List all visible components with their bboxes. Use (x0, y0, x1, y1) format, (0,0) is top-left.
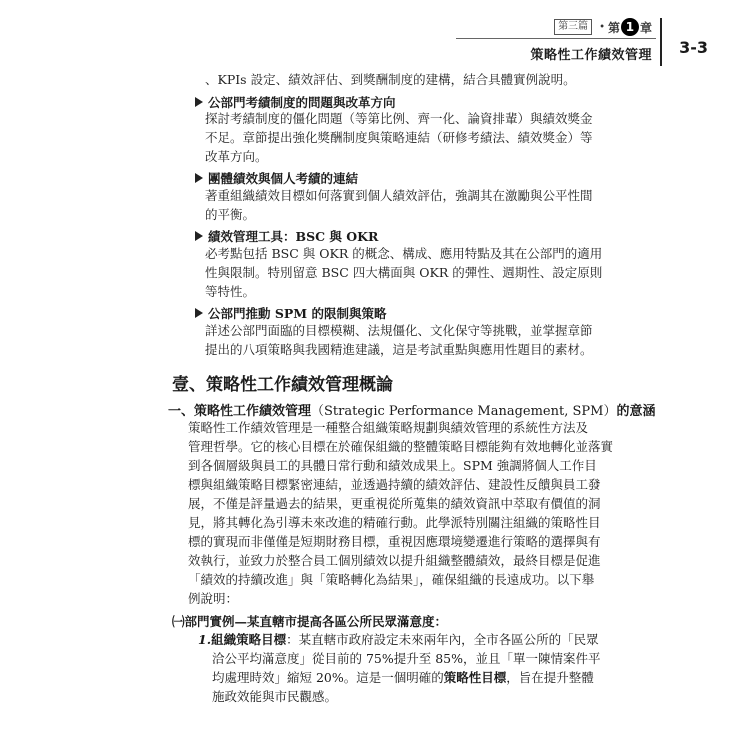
bullet-line: 改革方向。 (205, 149, 268, 164)
body-line: 標與組織策略目標緊密連結，並透過持續的績效評估、建設性反饋與員工發 (188, 477, 601, 492)
intro-tail: 、KPIs 設定、績效評估、到獎酬制度的建構，結合具體實例說明。 (205, 72, 576, 87)
section-heading: 壹、策略性工作績效管理概論 (172, 375, 393, 395)
header-rule (456, 38, 656, 39)
bullet-title-text: 團體績效與個人考績的連結 (208, 171, 359, 186)
subsection-suffix: 的意涵 (616, 404, 656, 419)
case-item-line-1 (198, 632, 599, 648)
bullet-line: 的平衡。 (205, 207, 256, 222)
bullet-line: 探討考績制度的僵化問題（等第比例、齊一化、論資排輩）與績效獎金 (205, 111, 593, 126)
bullet-title-4 (195, 304, 386, 322)
subsection-english: （Strategic Performance Management, SPM） (311, 404, 617, 419)
item-text: ：某直轄市政府設定未來兩年內，全市各區公所的「民眾 (286, 632, 599, 647)
subsection-prefix: 一、策略性工作績效管理 (168, 404, 312, 419)
chapter-suffix: 章 (639, 20, 652, 35)
body-line: 管理哲學。它的核心目標在於確保組織的整體策略目標能夠有效地轉化並落實 (188, 439, 614, 454)
chapter-prefix: 第 (607, 20, 620, 35)
item-number: 1. (198, 632, 212, 647)
item-text: 均處理時效」縮短 20%。這是一個明確的 (212, 670, 444, 685)
item-label: 組織策略目標 (211, 632, 287, 647)
case-item-line-3 (212, 670, 594, 686)
bullet-line: 必考點包括 BSC 與 OKR 的概念、構成、應用特點及其在公部門的適用 (205, 246, 603, 261)
subsection-heading (168, 400, 655, 419)
bullet-line: 提出的八項策略與我國精進建議，這是考試重點與應用性題目的素材。 (205, 342, 593, 357)
case-title: ㈠部門實例—某直轄市提高各區公所民眾滿意度： (172, 614, 448, 629)
bullet-title-1 (195, 93, 396, 111)
triangle-bullet-icon (195, 173, 203, 183)
body-line: 「績效的持續改進」與「策略轉化為結果」，確保組織的長遠成功。以下舉 (188, 572, 595, 587)
part-label: 第三篇 (554, 19, 592, 35)
bullet-title-text: 績效管理工具：BSC 與 OKR (208, 229, 379, 244)
page-header (430, 16, 730, 68)
case-item-line-4: 施政效能與市民觀感。 (212, 689, 338, 704)
body-line: 展，不僅是評量過去的結果，更重視從所蒐集的績效資訊中萃取有價值的洞 (188, 496, 601, 511)
body-line: 例說明： (188, 591, 239, 606)
body-line: 見，將其轉化為引導未來改進的精確行動。此學派特別關注組織的策略性目 (188, 515, 601, 530)
chapter-label (608, 18, 652, 36)
body-line: 效執行，並致力於整合員工個別績效以提升組織整體績效，最終目標是促進 (188, 553, 601, 568)
chapter-title: 策略性工作績效管理 (530, 48, 652, 63)
body-line: 到各個層級與員工的具體日常行動和績效成果上。SPM 強調將個人工作目 (188, 458, 597, 473)
bullet-title-text: 公部門推動 SPM 的限制與策略 (208, 306, 387, 321)
body-line: 策略性工作績效管理是一種整合組織策略規劃與績效管理的系統性方法及 (188, 420, 589, 435)
bullet-line: 不足。章節提出強化獎酬制度與策略連結（研修考績法、績效獎金）等 (205, 130, 593, 145)
bullet-line: 性與限制。特別留意 BSC 四大構面與 OKR 的彈性、週期性、設定原則 (205, 265, 603, 280)
bullet-line: 等特性。 (205, 284, 256, 299)
case-item-line-2: 洽公平均滿意度」從目前的 75%提升至 85%，並且「單一陳情案件平 (212, 651, 601, 666)
triangle-bullet-icon (195, 231, 203, 241)
header-part-chapter (554, 18, 652, 36)
chapter-number-badge: 1 (621, 18, 639, 36)
triangle-bullet-icon (195, 97, 203, 107)
body-line: 標的實現而非僅僅是短期財務目標，重視因應環境變遷進行策略的選擇與有 (188, 534, 601, 549)
bullet-title-text: 公部門考績制度的問題與改革方向 (208, 95, 396, 110)
bullet-line: 著重組織績效目標如何落實到個人績效評估，強調其在激勵與公平性間 (205, 188, 593, 203)
bullet-line: 詳述公部門面臨的目標模糊、法規僵化、文化保守等挑戰，並掌握章節 (205, 323, 593, 338)
item-bold-term: 策略性目標 (443, 670, 507, 685)
page-number: 3-3 (679, 38, 708, 57)
separator-dot: • (599, 21, 605, 33)
header-divider (660, 18, 662, 66)
item-text: ，旨在提升整體 (506, 670, 594, 685)
bullet-title-3 (195, 227, 378, 245)
triangle-bullet-icon (195, 308, 203, 318)
bullet-title-2 (195, 169, 358, 187)
